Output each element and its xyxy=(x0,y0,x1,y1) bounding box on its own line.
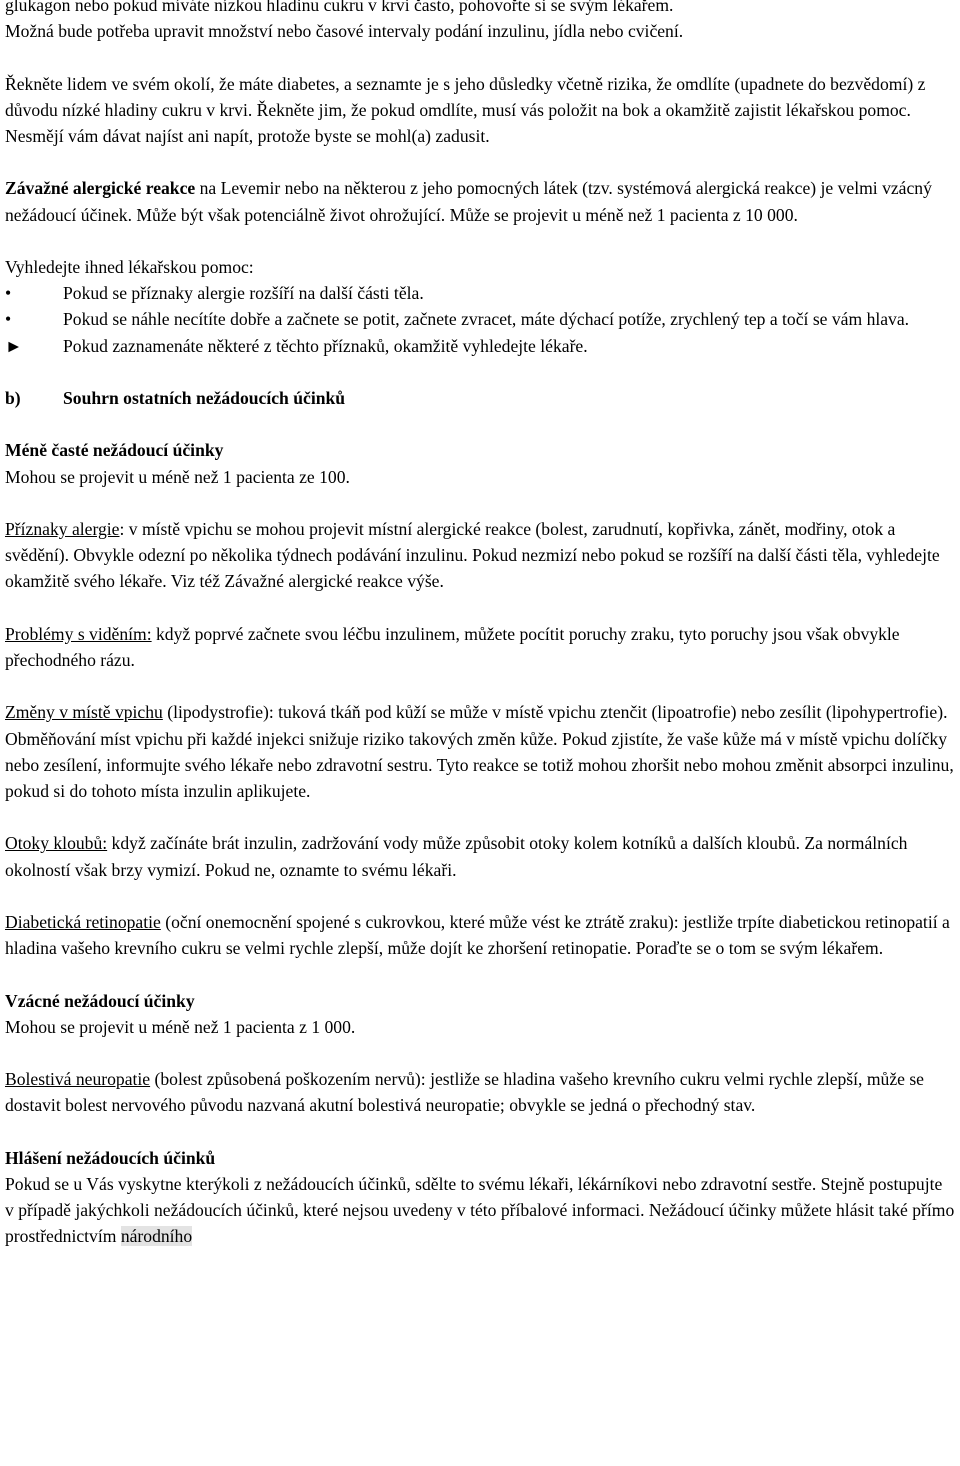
joints-text: když začínáte brát inzulin, zadržování vody může způsobit otoky kolem kotníků a dalších kloubů. Za normálních okolností však brzy vymizí. Pokud ne, oznamte to svému lékaři. xyxy=(5,833,908,880)
highlighted-word: národního xyxy=(120,1226,193,1247)
injection-site-text: (lipodystrofie): tuková tkáň pod kůží se může v místě vpichu ztenčit (lipoatrofie) nebo zesílit (lipohypertrofie). Obměňování míst vpichu při každé injekci snižuje riziko takových změn kůže. Pokud zjistíte, že vaše kůže má v místě vpichu dolíčky nebo zesílení, informujte svého lékaře nebo zdravotní sestru. Tyto reakce se totiž mohou zhoršit nebo mohou změnit absorpci inzulinu, pokud si do tohoto místa inzulin aplikujete. xyxy=(5,702,954,801)
allergy-term: Příznaky alergie xyxy=(5,518,120,539)
section-b-heading xyxy=(5,385,955,411)
reporting-text: Pokud se u Vás vyskytne kterýkoli z nežádoucích účinků, sdělte to svému lékaři, lékárníkovi nebo zdravotní sestře. Stejně postupujte v případě jakýchkoli nežádoucích účinků, které nejsou uvedeny v této příbalové informaci. Nežádoucí účinky můžete hlásit také přímo prostřednictvím xyxy=(5,1173,955,1247)
joints-term: Otoky kloubů: xyxy=(5,833,108,854)
joints-paragraph xyxy=(5,830,955,882)
rare-heading: Vzácné nežádoucí účinky xyxy=(5,990,195,1011)
section-b-label: b) xyxy=(5,387,21,408)
section-b-title: Souhrn ostatních nežádoucích účinků xyxy=(63,387,346,408)
vision-text: když poprvé začnete svou léčbu inzulinem, můžete pocítit poruchy zraku, tyto poruchy jsou však obvykle přechodného rázu. xyxy=(5,623,900,670)
help-arrow-item xyxy=(5,333,955,359)
document-page xyxy=(5,0,955,1250)
spacer xyxy=(5,883,955,909)
spacer xyxy=(5,359,955,385)
intro-line-1: glukagon nebo pokud míváte nízkou hladinu cukru v krvi často, pohovořte si se svým lékařem. xyxy=(5,0,674,15)
help-arrow-text: Pokud zaznamenáte některé z těchto příznaků, okamžitě vyhledejte lékaře. xyxy=(63,335,588,356)
spacer xyxy=(5,44,955,70)
retinopathy-term: Diabetická retinopatie xyxy=(5,911,161,932)
severe-allergy-text: na Levemir nebo na některou z jeho pomocných látek (tzv. systémová alergická reakce) je velmi vzácný nežádoucí účinek. Může být však potenciálně život ohrožující. Může se projevit u méně než 1 pacienta z 10 000. xyxy=(5,178,932,225)
spacer xyxy=(5,490,955,516)
injection-site-paragraph xyxy=(5,699,955,804)
help-item-text: Pokud se příznaky alergie rozšíří na další části těla. xyxy=(63,283,424,304)
injection-site-term: Změny v místě vpichu xyxy=(5,702,163,723)
help-item-text: Pokud se náhle necítíte dobře a začnete se potit, začnete zvracet, máte dýchací potíže, zrychlený tep a točí se vám hlava. xyxy=(63,309,910,330)
spacer xyxy=(5,595,955,621)
spacer xyxy=(5,149,955,175)
severe-allergy-paragraph xyxy=(5,175,955,227)
spacer xyxy=(5,804,955,830)
uncommon-heading: Méně časté nežádoucí účinky xyxy=(5,440,224,461)
spacer xyxy=(5,1040,955,1066)
tell-others-paragraph: Řekněte lidem ve svém okolí, že máte diabetes, a seznamte je s jeho důsledky včetně rizika, že omdlíte (upadnete do bezvědomí) z důvodu nízké hladiny cukru v krvi. Řekněte jim, že pokud omdlíte, musí vás položit na bok a okamžitě zajistit lékařskou pomoc. Nesmějí vám dávat najíst ani napít, protože byste se mohl(a) zadusit. xyxy=(5,73,926,146)
bullet-icon: • xyxy=(5,309,12,330)
help-list-item xyxy=(5,306,955,332)
spacer xyxy=(5,411,955,437)
arrow-right-icon: ► xyxy=(5,335,23,356)
uncommon-frequency: Mohou se projevit u méně než 1 pacienta ze 100. xyxy=(5,466,350,487)
rare-frequency: Mohou se projevit u méně než 1 pacienta z 1 000. xyxy=(5,1016,356,1037)
intro-line-2: Možná bude potřeba upravit množství nebo časové intervaly podání inzulinu, jídla nebo cvičení. xyxy=(5,21,684,42)
spacer xyxy=(5,961,955,987)
spacer xyxy=(5,1119,955,1145)
spacer xyxy=(5,228,955,254)
spacer xyxy=(5,673,955,699)
neuropathy-paragraph xyxy=(5,1066,955,1118)
seek-help-intro: Vyhledejte ihned lékařskou pomoc: xyxy=(5,256,254,277)
allergy-paragraph xyxy=(5,516,955,595)
help-list-item xyxy=(5,280,955,306)
retinopathy-paragraph xyxy=(5,909,955,961)
retinopathy-text: (oční onemocnění spojené s cukrovkou, které může vést ke ztrátě zraku): jestliže trpíte diabetickou retinopatií a hladina vašeho krevního cukru se velmi rychle zlepší, může dojít ke zhoršení retinopatie. Poraďte se o tom se svým lékařem. xyxy=(5,911,950,959)
severe-allergy-title: Závažné alergické reakce xyxy=(5,178,196,199)
vision-term: Problémy s viděním: xyxy=(5,623,152,644)
allergy-text: : v místě vpichu se mohou projevit místní alergické reakce (bolest, zarudnutí, kopřivka, zánět, modřiny, otok a svědění). Obvykle odezní po několika týdnech podávání inzulinu. Pokud nezmizí nebo pokud se rozšíří na další části těla, vyhledejte okamžitě svého lékaře. Viz též Závažné alergické reakce výše. xyxy=(5,518,940,592)
neuropathy-text: (bolest způsobená poškozením nervů): jestliže se hladina vašeho krevního cukru velmi rychle zlepší, může se dostavit bolest nervového původu nazvaná akutní bolestivá neuropatie; obvykle se jedná o přechodný stav. xyxy=(5,1069,924,1116)
reporting-paragraph xyxy=(5,1171,955,1250)
vision-paragraph xyxy=(5,621,955,673)
reporting-heading: Hlášení nežádoucích účinků xyxy=(5,1147,216,1168)
bullet-icon: • xyxy=(5,283,12,304)
neuropathy-term: Bolestivá neuropatie xyxy=(5,1069,151,1090)
